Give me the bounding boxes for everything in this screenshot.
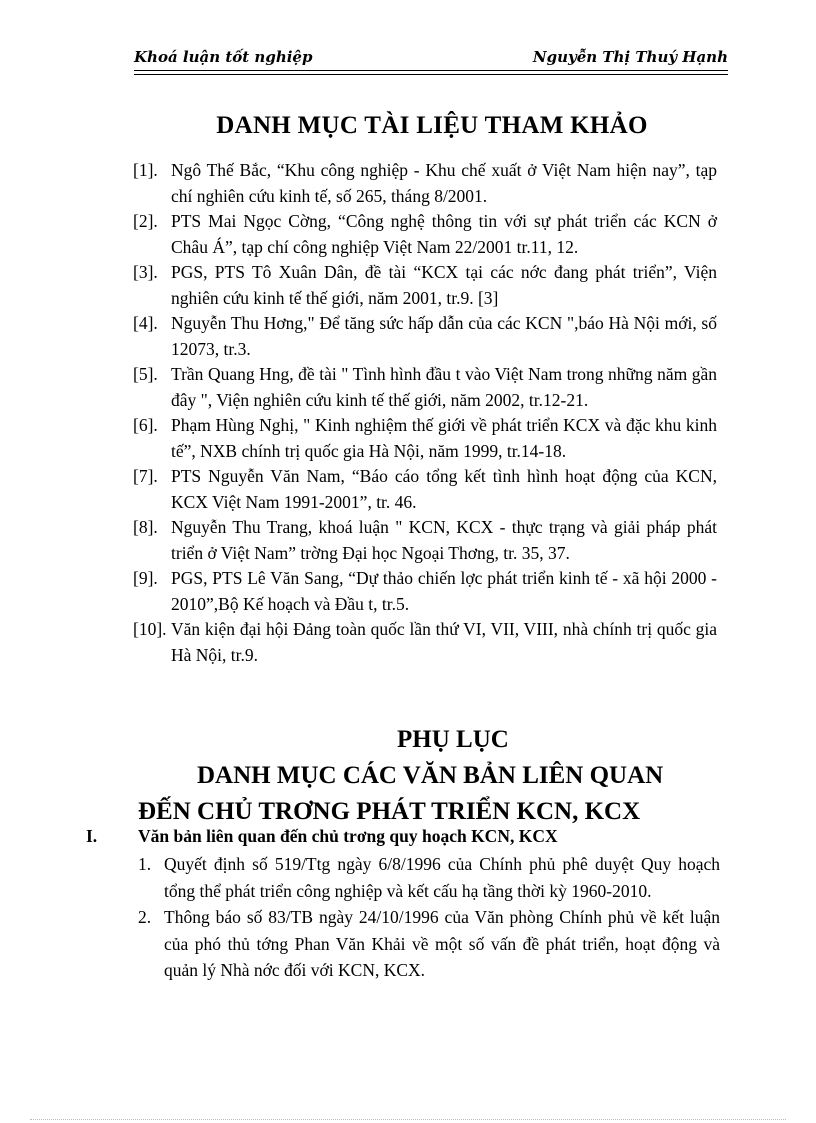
reference-text: Trần Quang Hng, đề tài " Tình hình đầu t vào Việt Nam trong những năm gần đây ", Viện nghiên cứu kinh tế thế giới, năm 2002, tr.12-21. — [171, 364, 717, 410]
page-header — [134, 44, 728, 76]
reference-number: [3]. — [133, 262, 158, 282]
page-title: DANH MỤC TÀI LIỆU THAM KHẢO — [216, 112, 648, 139]
header-rule — [134, 70, 728, 71]
reference-text: PGS, PTS Tô Xuân Dân, đề tài “KCX tại các nớc đang phát triển”, Viện nghiên cứu kinh tế thế giới, năm 2001, tr.9. [3] — [171, 262, 717, 308]
reference-text: PGS, PTS Lê Văn Sang, “Dự thảo chiến lợc phát triển kinh tế - xã hội 2000 - 2010”,Bộ Kế hoạch và Đầu t, tr.5. — [171, 568, 717, 614]
reference-list — [133, 158, 717, 668]
reference-text: Văn kiện đại hội Đảng toàn quốc lần thứ VI, VII, VIII, nhà chính trị quốc gia Hà Nội, tr.9. — [171, 619, 717, 665]
reference-text: PTS Mai Ngọc Cờng, “Công nghệ thông tin với sự phát triển các KCN ở Châu Á”, tạp chí công nghiệp Việt Nam 22/2001 tr.11, 12. — [171, 211, 717, 257]
reference-text: Phạm Hùng Nghị, " Kinh nghiệm thế giới về phát triển KCX và đặc khu kinh tế”, NXB chính trị quốc gia Hà Nội, năm 1999, tr.14-18. — [171, 415, 717, 461]
reference-number: [6]. — [133, 415, 158, 435]
header-left-text: Khoá luận tốt nghiệp — [134, 48, 313, 66]
document-list — [138, 851, 726, 984]
list-item-text: Thông báo số 83/TB ngày 24/10/1996 của Văn phòng Chính phủ về kết luận của phó thủ tớng Phan Văn Khải về một số vấn đề phát triển, hoạt động và quản lý Nhà nớc đối với KCN, KCX. — [164, 907, 720, 980]
section-number: I. — [86, 826, 98, 846]
list-item-number: 1. — [138, 854, 152, 874]
reference-item — [133, 464, 717, 515]
list-item — [138, 851, 726, 904]
header-right-text: Nguyễn Thị Thuý Hạnh — [532, 48, 728, 66]
reference-item — [133, 515, 717, 566]
header-rule-thin — [134, 74, 728, 75]
reference-text: Nguyễn Thu Hơng," Để tăng sức hấp dẫn của các KCN ",báo Hà Nội mới, số 12073, tr.3. — [171, 313, 717, 359]
reference-number: [8]. — [133, 517, 158, 537]
appendix-subtitle-line1: DANH MỤC CÁC VĂN BẢN LIÊN QUAN — [197, 762, 664, 789]
section-title: Văn bản liên quan đến chủ trơng quy hoạch KCN, KCX — [138, 826, 558, 846]
appendix-title: PHỤ LỤC — [397, 726, 509, 753]
reference-item — [133, 158, 717, 209]
page-bottom-edge — [30, 1119, 786, 1120]
reference-number: [2]. — [133, 211, 158, 231]
reference-text: Nguyễn Thu Trang, khoá luận " KCN, KCX - thực trạng và giải pháp phát triển ở Việt Nam” trờng Đại học Ngoại Thơng, tr. 35, 37. — [171, 517, 717, 563]
section-heading — [86, 826, 726, 847]
reference-item — [133, 362, 717, 413]
reference-number: [9]. — [133, 568, 158, 588]
reference-number: [4]. — [133, 313, 158, 333]
reference-item — [133, 566, 717, 617]
reference-text: PTS Nguyễn Văn Nam, “Báo cáo tổng kết tình hình hoạt động của KCN, KCX Việt Nam 1991-2001”, tr. 46. — [171, 466, 717, 512]
reference-number: [7]. — [133, 466, 158, 486]
reference-number: [10]. — [133, 619, 167, 639]
reference-item — [133, 413, 717, 464]
reference-number: [5]. — [133, 364, 158, 384]
reference-item — [133, 209, 717, 260]
list-item-text: Quyết định số 519/Ttg ngày 6/8/1996 của Chính phủ phê duyệt Quy hoạch tổng thể phát triển công nghiệp và kết cấu hạ tầng thời kỳ 1960-2010. — [164, 854, 720, 901]
appendix-subtitle-line2: ĐẾN CHỦ TRƠNG PHÁT TRIỂN KCN, KCX — [138, 798, 641, 825]
list-item-number: 2. — [138, 907, 152, 927]
reference-text: Ngô Thế Bắc, “Khu công nghiệp - Khu chế xuất ở Việt Nam hiện nay”, tạp chí nghiên cứu kinh tế, số 265, tháng 8/2001. — [171, 160, 717, 206]
reference-item — [133, 311, 717, 362]
appendix-section — [86, 826, 726, 984]
reference-item — [133, 260, 717, 311]
reference-item — [133, 617, 717, 668]
reference-number: [1]. — [133, 160, 158, 180]
list-item — [138, 904, 726, 984]
